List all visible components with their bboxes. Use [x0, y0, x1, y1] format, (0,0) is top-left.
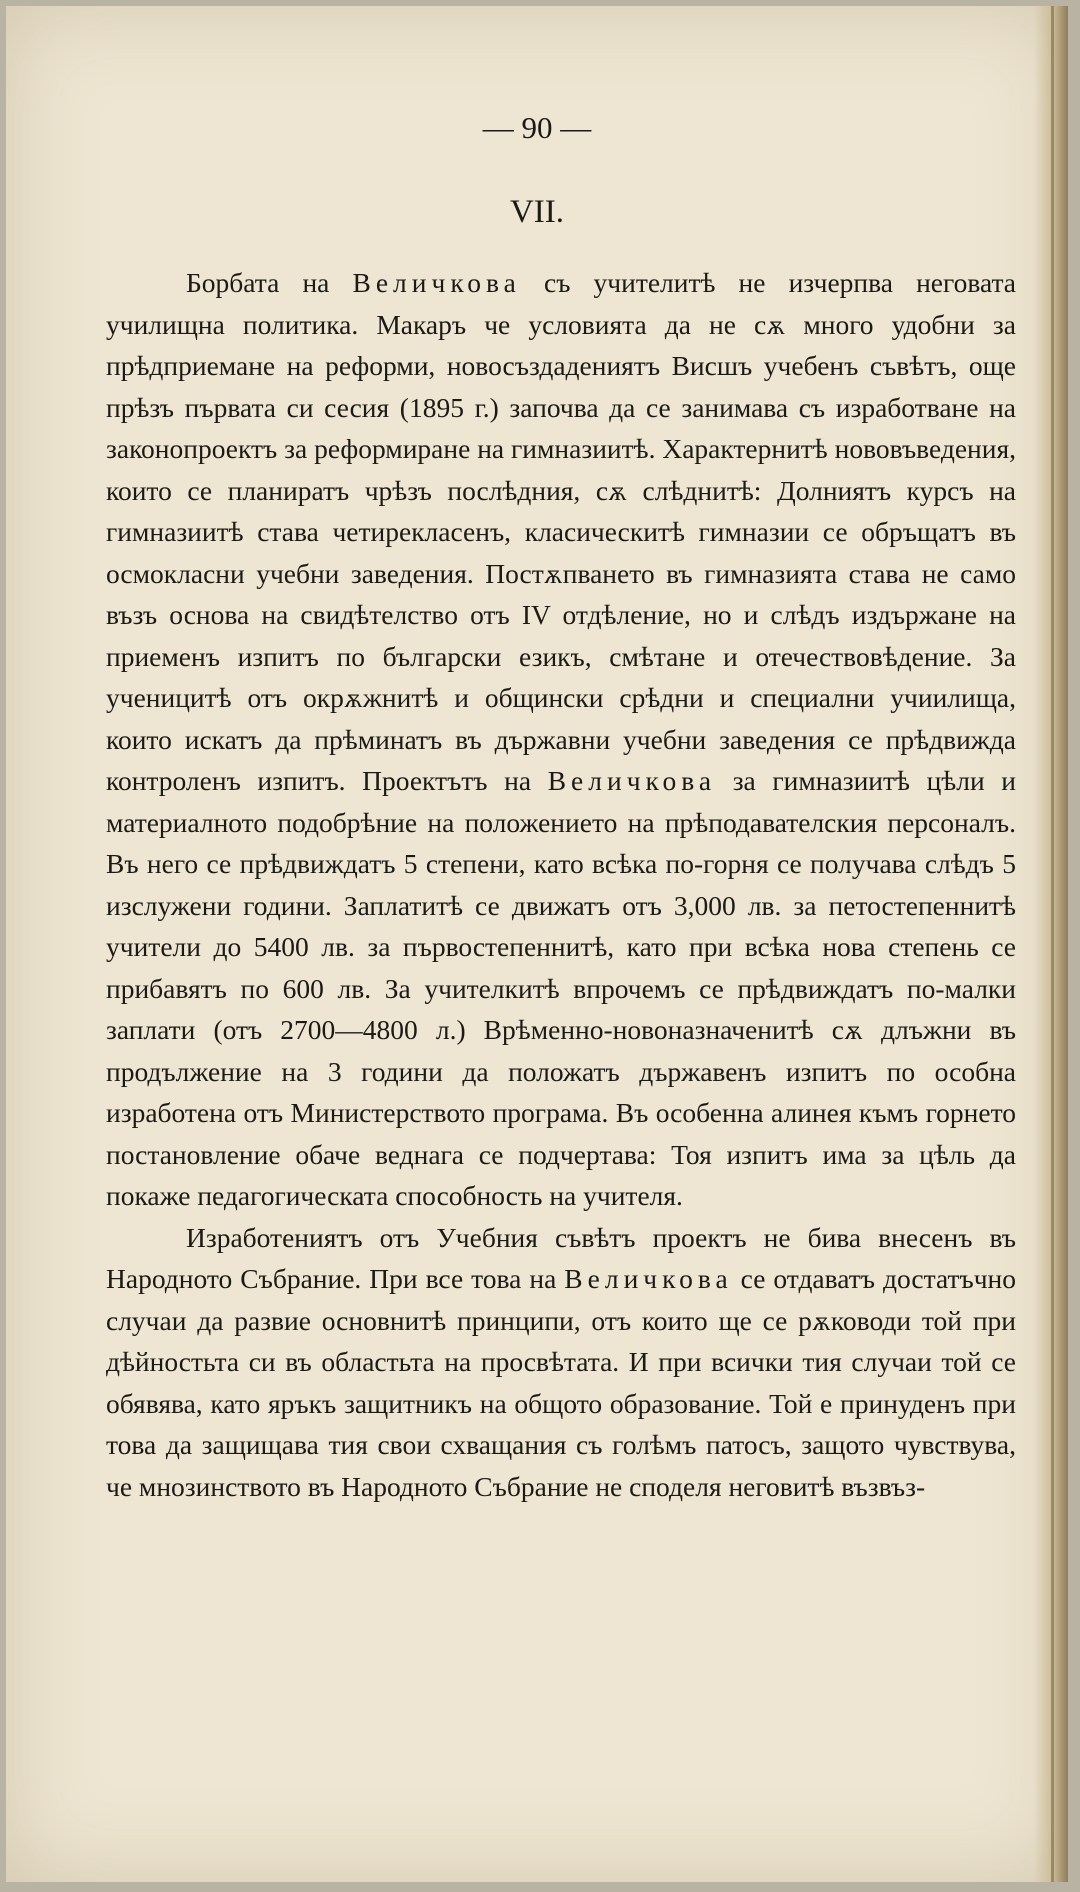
author-name-spaced: Величкова [352, 267, 521, 298]
chapter-heading: VII. [509, 194, 565, 230]
paragraph-2 [106, 1217, 1016, 1508]
binding-edge [1051, 6, 1054, 1882]
page-number: — 90 — [482, 110, 592, 145]
text-segment: за гимназиитѣ цѣли и материалното подобрѣние на положението на прѣподавателския персоналъ. Въ него се прѣдвиждатъ 5 степени, като всѣка по-горня се получава слѣдъ 5 изслужени години. Заплатитѣ се движатъ отъ 3,000 лв. за петостепеннитѣ учители до 5400 лв. за първостепеннитѣ, като при всѣка нова степень се прибавятъ по 600 лв. За учителкитѣ впрочемъ се прѣдвиждатъ по-малки заплати (отъ 2700—4800 л.) Врѣменно-новоназначенитѣ сѫ длъжни въ продължение на 3 години да положатъ държавенъ изпитъ по особна изработена отъ Министерството програма. Въ особенна алинея къмъ горнето постановление обаче веднага се подчертава: Тоя изпитъ има за цѣль да покаже педагогическата способность на учителя. [106, 765, 1016, 1211]
text-segment: Изработениятъ отъ Учебния съвѣтъ проектъ не бива внесенъ въ Народното Събрание. При все това на [106, 1221, 1016, 1294]
author-name-spaced: Величкова [547, 765, 717, 796]
book-page [6, 6, 1068, 1882]
text-segment: съ учителитѣ не изчерпва неговата училищна политика. Макаръ че условията да не сѫ много удобни за прѣдприемане на реформи, новосъздадениятъ Висшъ учебенъ съвѣтъ, още прѣзъ първата си сесия (1895 г.) започва да се занимава съ изработване на законопроектъ за реформиране на гимназиитѣ. Характернитѣ нововъведения, които се планиратъ чрѣзъ послѣдния, сѫ слѣднитѣ: Долниятъ курсъ на гимназиитѣ става четирекласенъ, класическитѣ гимназии се обръщатъ въ осмокласни учебни заведения. Постѫпването въ гимназията става не само възъ основа на свидѣтелство отъ IV отдѣление, но и слѣдъ издържане на приеменъ изпитъ по български езикъ, смѣтане и отечествовѣдение. За ученицитѣ отъ окрѫжнитѣ и общински срѣдни и специални учиилища, които искатъ да прѣминатъ въ държавни учебни заведения се прѣдвижда контроленъ изпитъ. Проектътъ на [106, 267, 1017, 796]
text-segment: се отдаватъ достатъчно случаи да развие основнитѣ принципи, отъ които ще се рѫководи той при дѣйностьта си въ областьта на просвѣтата. И при всички тия случаи той се обявява, като яръкъ защитникъ на общото образование. Той е принуденъ при това да защищава тия свои схващания съ голѣмъ патосъ, защото чувствува, че мнозинството въ Народното Събрание не споделя неговитѣ възвъз- [106, 1263, 1016, 1502]
paragraph-1 [106, 262, 1016, 1217]
author-name-spaced: Величкова [564, 1263, 733, 1294]
text-segment: Борбата на [186, 267, 353, 298]
body-text [106, 262, 1016, 1507]
